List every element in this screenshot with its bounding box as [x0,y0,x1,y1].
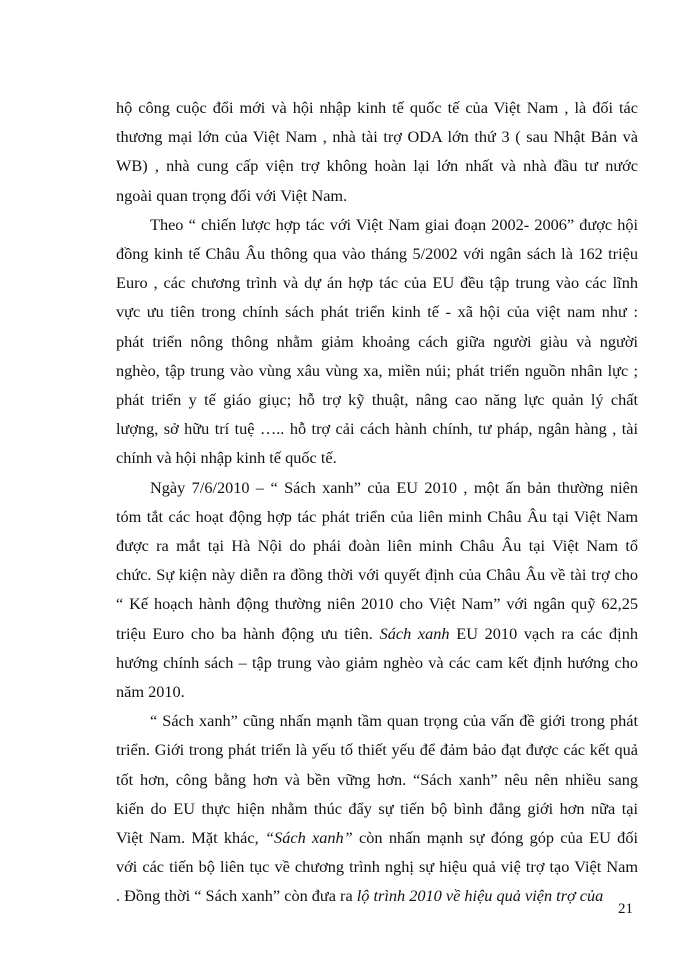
text-line [116,385,638,414]
text-line [116,619,638,648]
text-segment: năm 2010. [116,682,185,702]
text-line [116,589,638,618]
text-segment: WB) , nhà cung cấp viện trợ không hoàn lại lớn nhất và nhà đầu tư nước [116,156,638,176]
text-line [116,268,638,297]
text-segment: Euro , các chương trình và dự án hợp tác của EU đều tập trung vào các lĩnh [116,273,638,293]
text-line [116,735,638,764]
text-segment: hướng chính sách – tập trung vào giảm nghèo và các cam kết định hướng cho [116,652,638,672]
text-segment: phát triển nông thông nhằm giảm khoảng cách giữa người giàu và người [116,331,638,351]
text-line [116,327,638,356]
paragraph [116,473,638,707]
text-line [116,122,638,151]
text-segment: chính và hội nhập kinh tế quốc tế. [116,448,337,468]
text-line [116,181,638,210]
italic-text: Sách xanh [379,623,450,643]
text-segment: triệu Euro cho ba hành động ưu tiên. [116,623,380,643]
text-segment: vực ưu tiên trong chính sách phát triển kinh tế - xã hội của việt nam như : [116,302,638,322]
text-segment: phát triển y tế giáo giục; hỗ trợ kỹ thuật, nâng cao năng lực quản lý chất [116,390,638,410]
text-segment: hộ công cuộc đổi mới và hội nhập kinh tế quốc tế của Việt Nam , là đối tác [116,98,638,117]
paragraph [116,93,638,210]
text-line [116,443,638,472]
text-segment: còn nhấn mạnh sự đóng góp của EU đối [352,828,638,848]
text-line [116,881,638,910]
text-segment: EU 2010 vạch ra các định [449,623,638,643]
paragraph [116,706,638,910]
text-line [116,648,638,677]
italic-text: lộ trình 2010 về hiệu quả viện trợ của [356,886,604,906]
text-line [116,297,638,326]
text-segment: chức. Sự kiện này diễn ra đồng thời với quyết định của Châu Âu về tài trợ cho [116,565,638,585]
text-segment: đồng kinh tế Châu Âu thông qua vào tháng 5/2002 với ngân sách là 162 triệu [116,244,638,264]
text-line [116,356,638,385]
text-line [116,151,638,180]
text-segment: Theo “ chiến lược hợp tác với Việt Nam giai đoạn 2002- 2006” được hội [150,214,638,234]
text-segment: được ra mắt tại Hà Nội do phái đoàn liên minh Châu Âu tại Việt Nam tổ [116,536,638,556]
italic-text: “Sách xanh” [265,828,353,848]
text-segment: tóm tắt các hoạt động hợp tác phát triển của liên minh Châu Âu tại Việt Nam [116,506,638,526]
text-segment: nghèo, tập trung vào vùng xâu vùng xa, miền núi; phát triển nguồn nhân lực ; [116,360,638,380]
text-line [116,239,638,268]
text-segment: lượng, sở hữu trí tuệ ….. hỗ trợ cải cách hành chính, tư pháp, ngân hàng , tài [116,419,638,439]
text-line [116,706,638,735]
text-segment: “ Sách xanh” cũng nhấn mạnh tầm quan trọng của vấn đề giới trong phát [150,711,638,731]
text-line [116,93,638,122]
text-line [116,531,638,560]
text-segment: ngoài quan trọng đối với Việt Nam. [116,185,348,205]
text-segment: kiến do EU thực hiện nhằm thúc đẩy sự tiến bộ bình đẳng giới hơn nữa tại [116,798,638,818]
text-line [116,473,638,502]
paragraph [116,210,638,473]
text-segment: tốt hơn, công bằng hơn và bền vững hơn. “Sách xanh” nêu nên nhiều sang [116,769,638,789]
text-segment: với các tiến bộ liên tục về chương trình nghị sự hiệu quả việ trợ tạo Việt Nam [116,857,638,877]
text-segment: “ Kế hoạch hành động thường niên 2010 cho Việt Nam” với ngân quỹ 62,25 [116,594,638,614]
text-segment: . Đồng thời “ Sách xanh” còn đưa ra [116,886,357,906]
text-line [116,677,638,706]
text-line [116,794,638,823]
body-text [116,93,638,911]
text-line [116,414,638,443]
text-segment: Ngày 7/6/2010 – “ Sách xanh” của EU 2010 , một ấn bản thường niên [150,477,638,497]
text-line [116,765,638,794]
text-line [116,852,638,881]
text-line [116,210,638,239]
text-line [116,560,638,589]
text-line [116,502,638,531]
text-line [116,823,638,852]
text-segment: thương mại lớn của Việt Nam , nhà tài trợ ODA lớn thứ 3 ( sau Nhật Bản và [116,127,638,147]
text-segment: Việt Nam. Mặt khác, [116,828,265,848]
text-segment: triển. Giới trong phát triển là yếu tố thiết yếu để đảm bảo đạt được các kết quả [116,740,638,760]
page-number: 21 [618,901,633,917]
